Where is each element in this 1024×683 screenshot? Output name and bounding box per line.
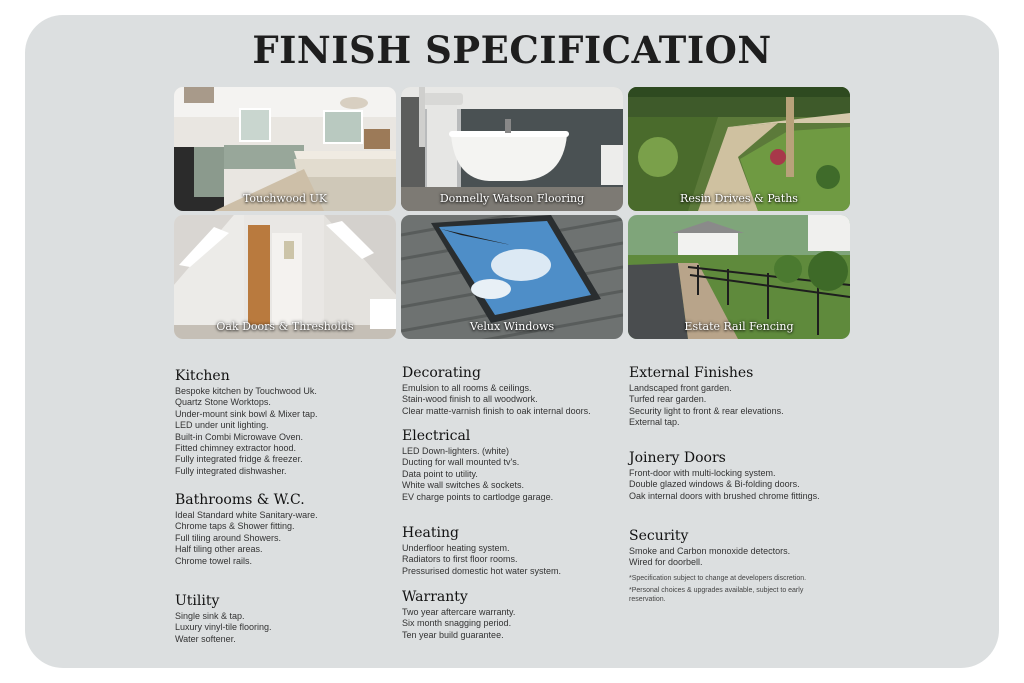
section-heading: Utility <box>175 593 220 609</box>
section-heating <box>402 524 561 577</box>
section-heading: Decorating <box>402 365 481 381</box>
section-heading: Electrical <box>402 428 471 444</box>
section-heading: Heating <box>402 525 459 541</box>
page-title: FINISH SPECIFICATION <box>252 28 772 72</box>
list-item: Landscaped front garden. <box>629 383 732 393</box>
list-item: Security light to front & rear elevations. <box>629 405 784 416</box>
section-joinery <box>629 449 820 502</box>
list-item: Radiators to first floor rooms. <box>402 554 518 565</box>
list-item: Chrome towel rails. <box>175 555 253 566</box>
tile-fencing <box>628 215 850 339</box>
list-item: Emulsion to all rooms & ceilings. <box>402 383 532 393</box>
section-external <box>629 364 784 429</box>
list-item: Single sink & tap. <box>175 611 245 621</box>
list-item: Pressurised domestic hot water system. <box>402 565 562 576</box>
list-item: Fully integrated fridge & freezer. <box>175 454 303 465</box>
section-electrical <box>402 427 553 503</box>
section-heading: External Finishes <box>629 365 754 381</box>
list-item: Chrome taps & Shower fitting. <box>175 521 295 532</box>
list-item: Double glazed windows & Bi-folding doors. <box>629 479 800 490</box>
tile-bathroom <box>401 87 623 211</box>
section-heading: Warranty <box>402 589 468 605</box>
list-item: Ideal Standard white Sanitary-ware. <box>175 510 318 520</box>
section-bathrooms <box>175 491 318 567</box>
section-heading: Security <box>629 528 689 544</box>
tile-label: Oak Doors & Thresholds <box>216 320 354 333</box>
list-item: External tap. <box>629 417 680 428</box>
list-item: LED Down-lighters. (white) <box>402 446 510 456</box>
section-kitchen <box>175 367 318 477</box>
tile-label: Touchwood UK <box>242 192 328 205</box>
section-heading: Joinery Doors <box>629 450 726 466</box>
list-item: Turfed rear garden. <box>629 394 707 405</box>
list-item: Fully integrated dishwasher. <box>175 465 287 476</box>
list-item: Ten year build guarantee. <box>402 629 504 640</box>
list-item: Full tiling around Showers. <box>175 532 282 543</box>
section-warranty <box>402 588 515 641</box>
tile-label: Estate Rail Fencing <box>684 320 794 333</box>
list-item: Clear matte-varnish finish to oak internal doors. <box>402 405 591 416</box>
tile-kitchen <box>174 87 396 211</box>
list-item: LED under unit lighting. <box>175 420 269 431</box>
list-item: Oak internal doors with brushed chrome fittings. <box>629 490 820 501</box>
list-item: EV charge points to cartlodge garage. <box>402 491 554 502</box>
tile-label: Velux Windows <box>469 320 555 333</box>
list-item: Half tiling other areas. <box>175 544 263 555</box>
section-decorating <box>402 364 591 417</box>
list-item: Data point to utility. <box>402 468 478 479</box>
tile-velux <box>401 215 623 339</box>
tile-oak-doors <box>174 215 396 339</box>
list-item: Wired for doorbell. <box>629 557 703 568</box>
list-item: Fitted chimney extractor hood. <box>175 443 297 454</box>
section-security <box>629 527 790 569</box>
section-heading: Kitchen <box>175 368 230 384</box>
list-item: Six month snagging period. <box>402 618 512 629</box>
disclaimer-note: *Personal choices & upgrades available, subject to early reservation. <box>629 587 804 603</box>
section-heading: Bathrooms & W.C. <box>175 492 305 508</box>
list-item: Bespoke kitchen by Touchwood Uk. <box>175 386 317 396</box>
list-item: Ducting for wall mounted tv's. <box>402 457 520 468</box>
list-item: Quartz Stone Worktops. <box>175 397 271 408</box>
list-item: Front-door with multi-locking system. <box>629 468 776 478</box>
section-utility <box>175 592 272 645</box>
list-item: White wall switches & sockets. <box>402 480 525 491</box>
list-item: Two year aftercare warranty. <box>402 607 516 617</box>
list-item: Smoke and Carbon monoxide detectors. <box>629 546 791 556</box>
list-item: Built-in Combi Microwave Oven. <box>175 431 304 442</box>
list-item: Stain-wood finish to all woodwork. <box>402 394 538 405</box>
list-item: Water softener. <box>175 633 236 644</box>
list-item: Underfloor heating system. <box>402 543 510 553</box>
list-item: Luxury vinyl-tile flooring. <box>175 622 272 633</box>
tile-label: Donnelly Watson Flooring <box>439 192 585 205</box>
tile-label: Resin Drives & Paths <box>680 192 798 205</box>
list-item: Under-mount sink bowl & Mixer tap. <box>175 408 318 419</box>
disclaimer-note: *Specification subject to change at developers discretion. <box>629 575 807 582</box>
tile-garden <box>628 87 850 211</box>
